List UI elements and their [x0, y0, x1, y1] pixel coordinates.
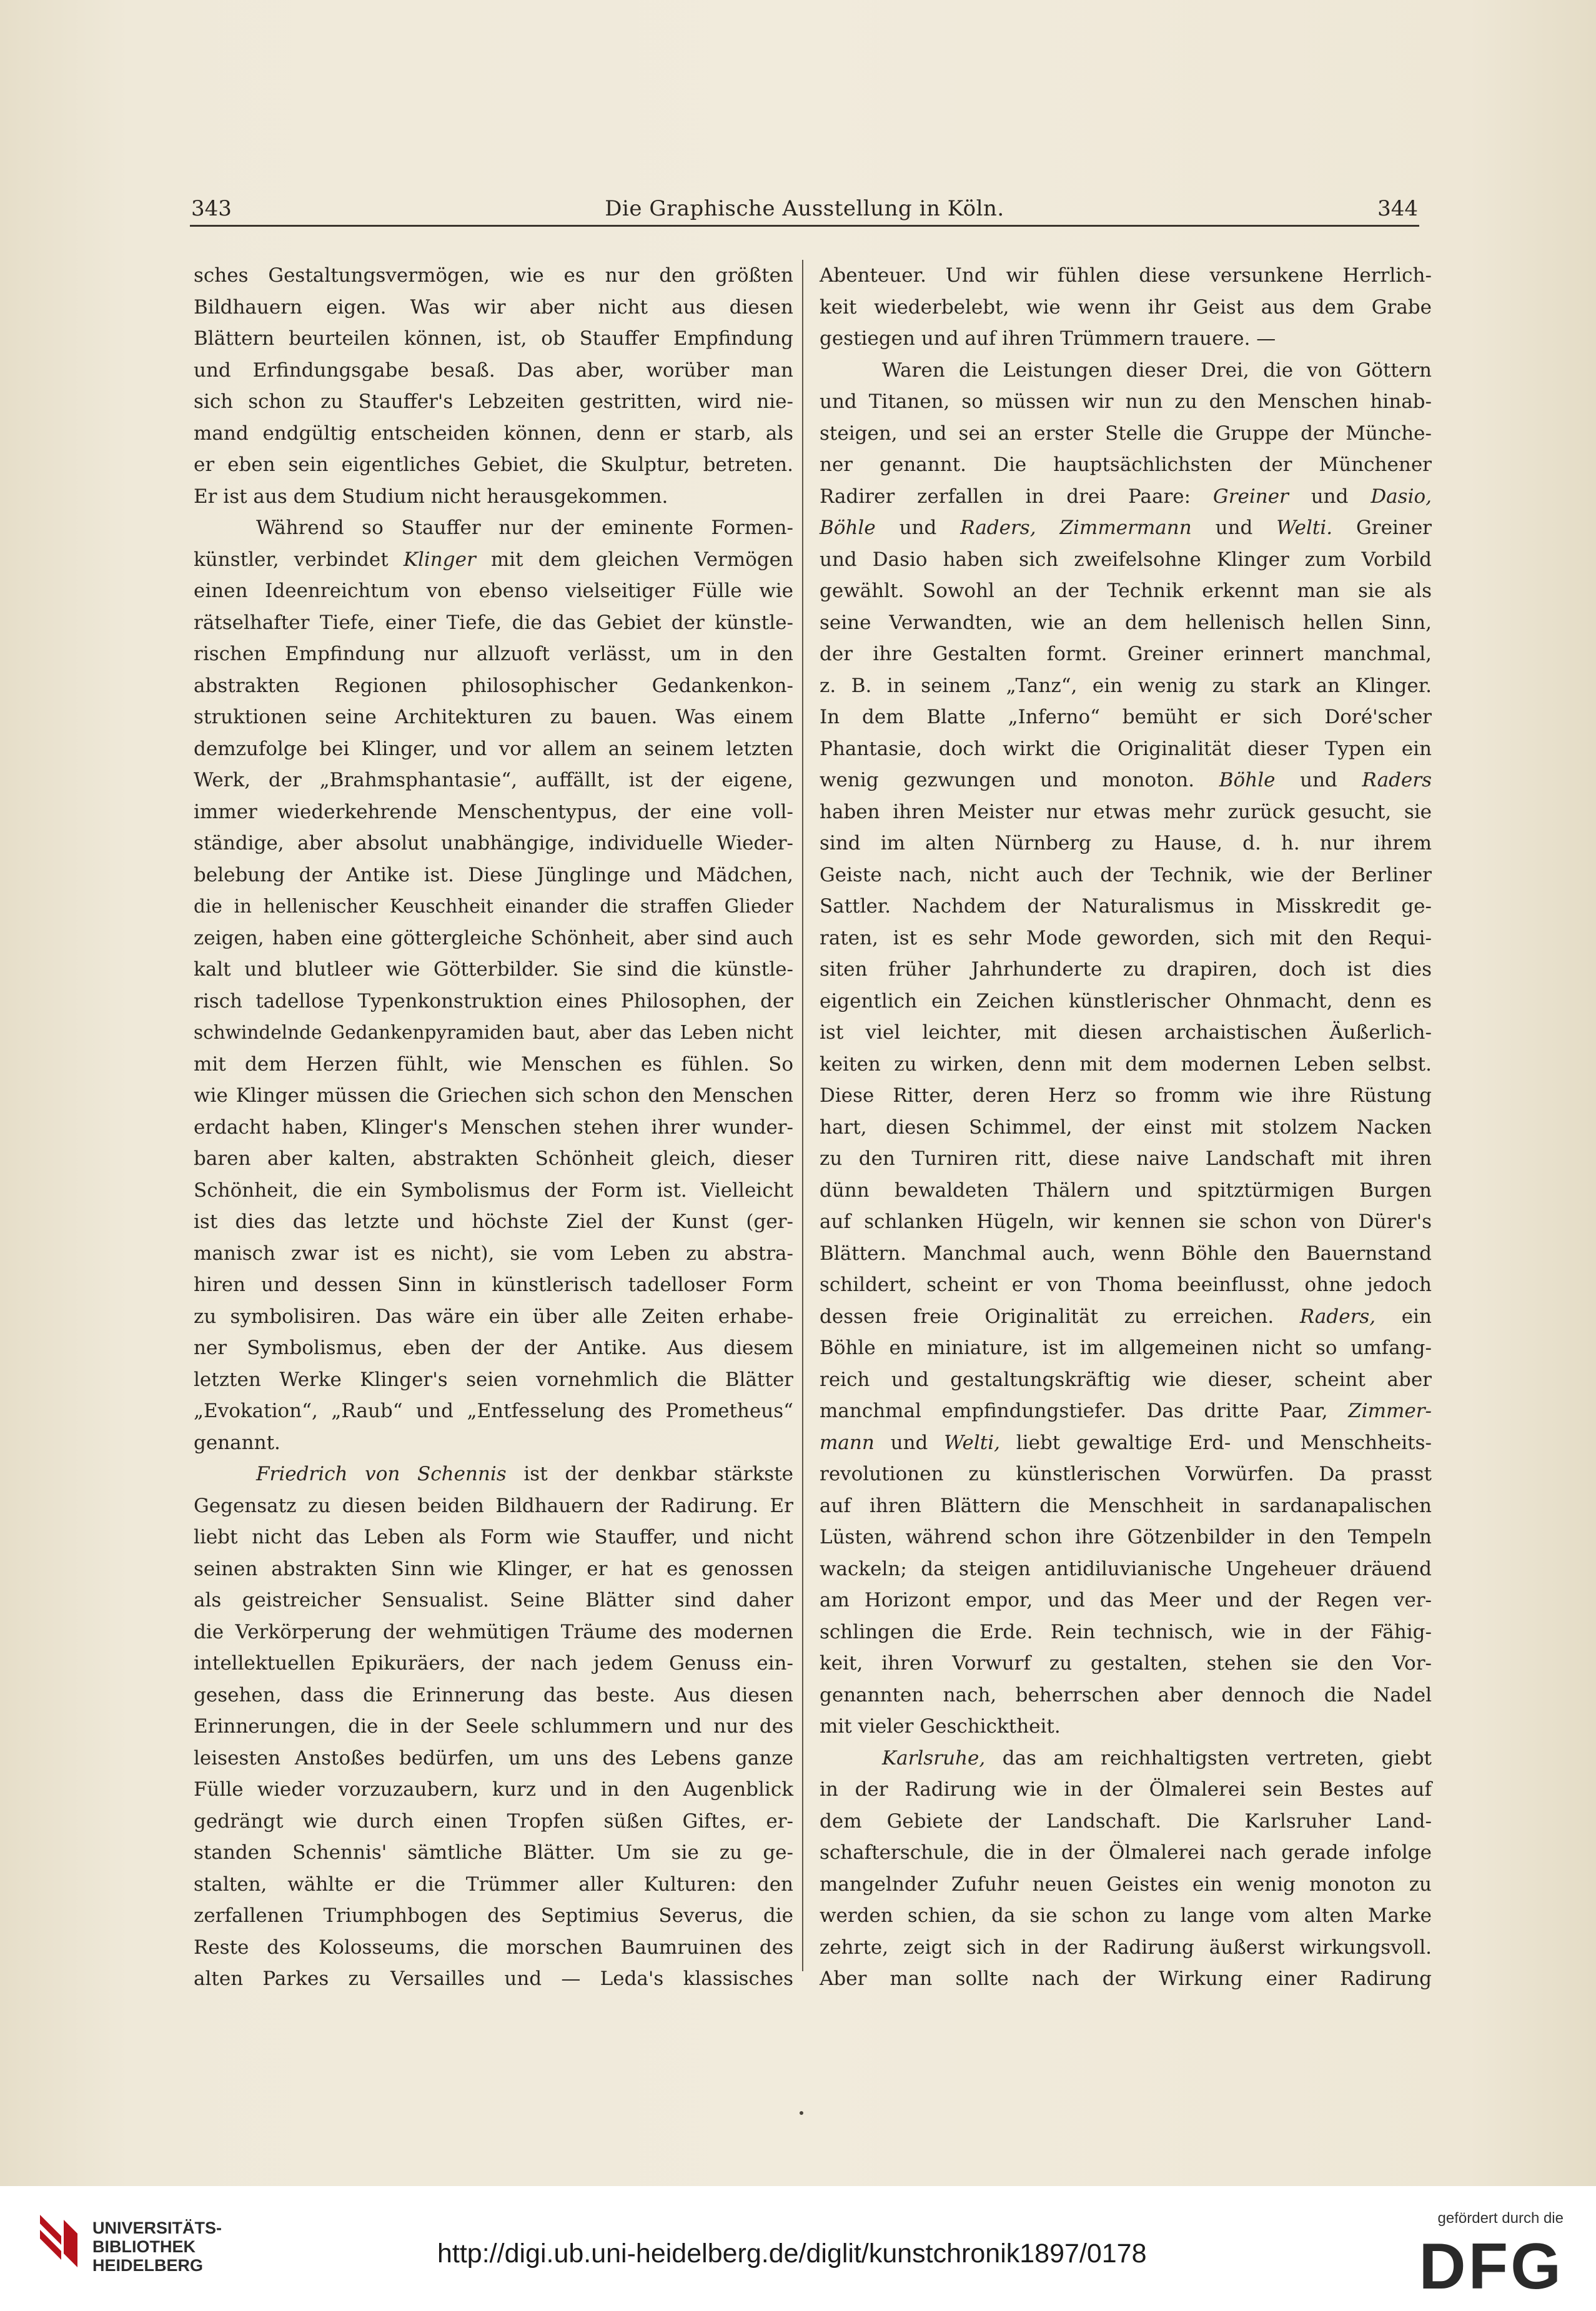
text-line: [820, 1364, 1432, 1396]
text-line: [820, 292, 1432, 324]
text-run: in der Radirung wie in der Ölmalerei sein Bestes auf: [820, 1778, 1432, 1801]
text-line: [194, 355, 793, 387]
text-run: Gegensatz zu diesen beiden Bildhauern der Radirung. Er: [194, 1494, 793, 1517]
text-run: gewählt. Sowohl an der Technik erkennt man sie als: [820, 580, 1432, 602]
text-line: [194, 1522, 793, 1553]
text-line: [820, 1932, 1432, 1964]
text-run: dünn bewaldeten Thälern und spitztürmigen Burgen: [820, 1179, 1432, 1202]
italic-name: Raders, Zimmermann: [960, 517, 1192, 539]
text-run: schwindelnde Gedankenpyramiden baut, aber das Leben nicht: [194, 1022, 793, 1043]
text-run: ner genannt. Die hauptsächlichsten der Münchener: [820, 453, 1432, 476]
text-run: am Horizont empor, und das Meer und der Regen ver-: [820, 1589, 1432, 1611]
text-run: keit wiederbelebt, wie wenn ihr Geist aus dem Grabe: [820, 295, 1432, 319]
text-line: [820, 891, 1432, 923]
text-run: sind im alten Nürnberg zu Hause, d. h. nur ihrem: [820, 832, 1432, 854]
text-line: [820, 638, 1432, 670]
text-run: rischen Empfindung nur allzuoft verlässt, um in den: [194, 643, 793, 665]
italic-name: Welti,: [944, 1431, 1000, 1454]
text-line: [820, 828, 1432, 859]
text-run: Radirer zerfallen in drei Paare:: [820, 485, 1213, 508]
page-number-left: 343: [191, 196, 232, 221]
text-line: [820, 670, 1432, 702]
text-run: Er ist aus dem Studium nicht herausgekommen.: [194, 485, 668, 508]
italic-name: Raders,: [1299, 1305, 1376, 1328]
text-line: [194, 1680, 793, 1711]
text-line: [194, 1806, 793, 1838]
text-run: leisesten Anstoßes bedürfen, um uns des Lebens ganze: [194, 1746, 793, 1769]
university-library-logo-icon: [36, 2212, 81, 2270]
text-line: [194, 512, 793, 544]
text-line: [820, 954, 1432, 986]
text-run: liebt gewaltige Erd- und Menschheits-: [1000, 1431, 1432, 1454]
text-line: [194, 1743, 793, 1774]
text-line: [194, 1112, 793, 1144]
text-run: standen Schennis' sämtliche Blätter. Um sie zu ge-: [194, 1841, 793, 1864]
text-run: Phantasie, doch wirkt die Originalität dieser Typen ein: [820, 737, 1432, 760]
column-divider: [802, 260, 803, 1971]
text-run: wackeln; da steigen antidiluvianische Ungeheuer dräuend: [820, 1557, 1432, 1580]
digitization-footer: [0, 2186, 1596, 2311]
text-run: seine Verwandten, wie an dem hellenisch hellen Sinn,: [820, 611, 1432, 634]
text-line: [820, 1490, 1432, 1522]
text-line: [820, 1553, 1432, 1585]
text-run: und Titanen, so müssen wir nun zu den Menschen hinab-: [820, 390, 1432, 413]
text-line: [820, 859, 1432, 891]
text-line: [194, 859, 793, 891]
text-line: [194, 1490, 793, 1522]
text-line: [194, 1080, 793, 1112]
text-run: Waren die Leistungen dieser Drei, die von Göttern: [882, 359, 1432, 382]
text-line: [820, 386, 1432, 418]
text-line: [194, 544, 793, 576]
text-run: der ihre Gestalten formt. Greiner erinnert manchmal,: [820, 643, 1432, 665]
text-line: [820, 418, 1432, 450]
text-line: [820, 1680, 1432, 1711]
text-line: [194, 292, 793, 324]
text-line: [820, 923, 1432, 954]
text-line: [820, 1458, 1432, 1490]
text-run: intellektuellen Epikuräers, der nach jedem Genuss ein-: [194, 1652, 793, 1675]
text-line: [820, 1427, 1432, 1459]
text-line: [194, 891, 793, 923]
italic-name: Böhle: [820, 517, 876, 539]
text-run: Während so Stauffer nur der eminente Formen-: [256, 517, 793, 539]
text-line: [820, 1332, 1432, 1364]
text-run: Bildhauern eigen. Was wir aber nicht aus diesen: [194, 295, 793, 319]
text-run: zu symbolisiren. Das wäre ein über alle Zeiten erhabe-: [194, 1305, 793, 1328]
text-line: [194, 1616, 793, 1648]
italic-name: Raders: [1362, 769, 1432, 791]
funding-note: gefördert durch die: [1437, 2210, 1564, 2227]
text-run: genannten nach, beherrschen aber dennoch die Nadel: [820, 1683, 1432, 1706]
source-url[interactable]: http://digi.ub.uni-heidelberg.de/diglit/kunstchronik1897/0178: [437, 2239, 1147, 2269]
text-run: wenig gezwungen und monoton.: [820, 769, 1219, 791]
text-run: genannt.: [194, 1431, 280, 1454]
text-line: [820, 260, 1432, 292]
text-run: die Verkörperung der wehmütigen Träume des modernen: [194, 1620, 793, 1643]
text-line: [194, 733, 793, 765]
text-run: einen Ideenreichtum von ebenso vielseitiger Fülle wie: [194, 580, 793, 602]
page-blemish: [800, 2111, 803, 2115]
text-line: [820, 1648, 1432, 1680]
text-line: [194, 323, 793, 355]
text-line: [194, 638, 793, 670]
text-run: Böhle en miniature, ist im allgemeinen nicht so umfang-: [820, 1337, 1432, 1359]
text-run: In dem Blatte „Inferno“ bemüht er sich Doré'scher: [820, 706, 1432, 728]
library-name-line: UNIVERSITÄTS-: [92, 2219, 222, 2237]
text-line: [194, 607, 793, 639]
running-title: Die Graphische Ausstellung in Köln.: [605, 196, 1004, 221]
library-name: [92, 2219, 222, 2275]
text-line: [820, 1522, 1432, 1553]
text-run: manchmal empfindungstiefer. Das dritte Paar,: [820, 1400, 1349, 1422]
library-name-line: HEIDELBERG: [92, 2256, 204, 2275]
text-line: [194, 765, 793, 796]
page-number-right: 344: [1377, 196, 1418, 221]
text-run: und Erfindungsgabe besaß. Das aber, worüber man: [194, 359, 793, 382]
text-run: haben ihren Meister nur etwas mehr zurück gesucht, sie: [820, 800, 1432, 823]
text-run: er eben sein eigentliches Gebiet, die Skulptur, betreten.: [194, 453, 793, 476]
text-run: Diese Ritter, deren Herz so fromm wie ihre Rüstung: [820, 1084, 1432, 1107]
text-run: und: [1191, 517, 1277, 539]
italic-name: mann: [820, 1431, 875, 1454]
running-header: [190, 187, 1419, 227]
text-run: z. B. in seinem „Tanz“, ein wenig zu stark an Klinger.: [820, 674, 1432, 697]
text-line: [820, 1049, 1432, 1081]
text-run: belebung der Antike ist. Diese Jünglinge und Mädchen,: [194, 863, 793, 886]
text-run: siten früher Jahrhunderte zu drapiren, doch ist dies: [820, 958, 1432, 981]
text-line: [194, 1143, 793, 1175]
italic-name: Klinger: [403, 548, 476, 571]
text-line: [194, 1206, 793, 1238]
text-line: [820, 1206, 1432, 1238]
text-line: [194, 260, 793, 292]
text-run: gesehen, dass die Erinnerung das beste. Aus diesen: [194, 1683, 793, 1706]
text-line: [820, 1175, 1432, 1207]
text-run: stalten, wählte er die Trümmer aller Kulturen: den: [194, 1873, 793, 1896]
text-run: eigentlich ein Zeichen künstlerischer Ohnmacht, denn es: [820, 989, 1432, 1012]
text-line: [194, 1049, 793, 1081]
text-line: [194, 986, 793, 1017]
text-line: [820, 765, 1432, 796]
text-line: [194, 1869, 793, 1901]
text-run: zeigen, haben eine göttergleiche Schönheit, aber sind auch: [194, 926, 793, 949]
text-run: struktionen seine Architekturen zu bauen. Was einem: [194, 706, 793, 728]
text-run: ein: [1375, 1305, 1432, 1328]
text-run: risch tadellose Typenkonstruktion eines Philosophen, der: [194, 989, 793, 1012]
text-run: mand endgültig entscheiden können, denn er starb, als: [194, 422, 793, 445]
text-line: [194, 1585, 793, 1616]
text-line: [820, 701, 1432, 733]
text-line: [820, 1869, 1432, 1901]
text-line: [194, 1301, 793, 1333]
text-run: ist viel leichter, mit diesen archaistischen Äußerlich-: [820, 1021, 1432, 1044]
text-run: ist dies das letzte und höchste Ziel der Kunst (ger-: [194, 1210, 793, 1233]
text-line: [820, 481, 1432, 513]
text-line: [194, 923, 793, 954]
text-run: liebt nicht das Leben als Form wie Stauffer, und nicht: [194, 1526, 793, 1548]
text-run: Blättern beurteilen können, ist, ob Stauffer Empfindung: [194, 327, 793, 350]
text-line: [194, 449, 793, 481]
text-run: dem Gebiete der Landschaft. Die Karlsruher Land-: [820, 1809, 1432, 1833]
text-line: [194, 1017, 793, 1049]
text-run: auf schlanken Hügeln, wir kennen sie schon von Dürer's: [820, 1210, 1432, 1233]
text-run: und: [874, 1431, 944, 1454]
text-run: baren aber kalten, abstrakten Schönheit gleich, dieser: [194, 1147, 793, 1170]
text-run: das am reichhaltigsten vertreten, giebt: [985, 1746, 1432, 1769]
text-run: gestiegen und auf ihren Trümmern trauere. —: [820, 327, 1276, 350]
text-line: [820, 1269, 1432, 1301]
text-line: [820, 449, 1432, 481]
text-line: [194, 1427, 793, 1459]
text-line: [820, 323, 1432, 355]
text-run: seinen abstrakten Sinn wie Klinger, er hat es genossen: [194, 1557, 793, 1580]
text-run: Greiner: [1332, 517, 1432, 539]
text-run: abstrakten Regionen philosophischer Gedankenkon-: [194, 674, 793, 697]
text-line: [194, 796, 793, 828]
text-line: [820, 1112, 1432, 1144]
text-run: Aber man sollte nach der Wirkung einer Radirung: [820, 1967, 1432, 1990]
text-run: die in hellenischer Keuschheit einander die straffen Glieder: [194, 896, 793, 917]
text-run: reich und gestaltungskräftig wie dieser, scheint aber: [820, 1368, 1432, 1391]
text-run: Abenteuer. Und wir fühlen diese versunkene Herrlich-: [820, 264, 1432, 287]
text-line: [194, 1711, 793, 1743]
text-line: [820, 1806, 1432, 1838]
text-line: [820, 1238, 1432, 1270]
text-line: [820, 986, 1432, 1017]
text-line: [194, 1175, 793, 1207]
text-line: [194, 1963, 793, 1995]
text-run: wie Klinger müssen die Griechen sich schon den Menschen: [194, 1084, 793, 1107]
dfg-logo-text: DFG: [1419, 2235, 1564, 2295]
text-run: kalt und blutleer wie Götterbilder. Sie sind die künstle-: [194, 958, 793, 981]
text-line: [820, 544, 1432, 576]
text-line: [820, 575, 1432, 607]
text-run: mit dem Herzen fühlt, wie Menschen es fühlen. So: [194, 1052, 793, 1076]
text-line: [820, 1774, 1432, 1806]
text-run: letzten Werke Klinger's seien vornehmlich die Blätter: [194, 1368, 793, 1391]
text-line: [820, 1143, 1432, 1175]
text-line: [194, 1395, 793, 1427]
text-line: [820, 607, 1432, 639]
text-line: [820, 1963, 1432, 1995]
text-run: rätselhafter Tiefe, einer Tiefe, die das Gebiet der künstle-: [194, 611, 793, 634]
text-run: und: [1275, 769, 1362, 791]
right-column: [820, 260, 1432, 1995]
text-line: [194, 1553, 793, 1585]
text-run: und: [1288, 485, 1371, 508]
text-line: [194, 1648, 793, 1680]
text-run: Lüsten, während schon ihre Götzenbilder in den Tempeln: [820, 1526, 1432, 1548]
text-run: erdacht haben, Klinger's Menschen stehen ihrer wunder-: [194, 1116, 793, 1139]
italic-name: Zimmer-: [1348, 1400, 1432, 1422]
text-run: ist der denkbar stärkste: [506, 1463, 793, 1485]
text-run: zu den Turniren ritt, diese naive Landschaft mit ihren: [820, 1147, 1432, 1170]
library-name-line: BIBLIOTHEK: [92, 2237, 196, 2256]
italic-name: Friedrich von Schennis: [256, 1463, 507, 1485]
text-run: gedrängt wie durch einen Tropfen süßen Giftes, er-: [194, 1809, 793, 1833]
text-run: und: [875, 517, 961, 539]
text-line: [820, 1616, 1432, 1648]
text-run: Geiste nach, nicht auch der Technik, wie der Berliner: [820, 863, 1432, 886]
text-run: zehrte, zeigt sich in der Radirung äußerst wirkungsvoll.: [820, 1936, 1432, 1959]
text-run: Erinnerungen, die in der Seele schlummern und nur des: [194, 1715, 793, 1738]
text-run: keiten zu wirken, denn mit dem modernen Leben selbst.: [820, 1052, 1432, 1076]
text-run: sich schon zu Stauffer's Lebzeiten gestritten, wird nie-: [194, 390, 793, 413]
left-column: [194, 260, 793, 1995]
text-line: [194, 1238, 793, 1270]
text-run: Reste des Kolosseums, die morschen Baumruinen des: [194, 1936, 793, 1959]
text-run: „Evokation“, „Raub“ und „Entfesselung des Prometheus“: [194, 1400, 793, 1422]
text-run: Blättern. Manchmal auch, wenn Böhle den Bauernstand: [820, 1242, 1432, 1265]
text-line: [194, 481, 793, 513]
text-run: schildert, scheint er von Thoma beeinflusst, ohne jedoch: [820, 1274, 1432, 1296]
text-line: [820, 796, 1432, 828]
text-line: [820, 512, 1432, 544]
text-run: zerfallenen Triumphbogen des Septimius Severus, die: [194, 1904, 793, 1927]
text-run: ner Symbolismus, eben der der Antike. Aus diesem: [194, 1337, 793, 1359]
text-run: raten, ist es sehr Mode geworden, sich mit den Requi-: [820, 926, 1432, 949]
italic-name: Welti.: [1276, 517, 1333, 539]
text-run: Werk, der „Brahmsphantasie“, auffällt, ist der eigene,: [194, 769, 793, 791]
text-run: als geistreicher Sensualist. Seine Blätter sind daher: [194, 1589, 793, 1611]
text-run: manisch zwar ist es nicht), sie vom Leben zu abstra-: [194, 1242, 793, 1265]
text-run: auf ihren Blättern die Menschheit in sardanapalischen: [820, 1494, 1432, 1517]
text-line: [194, 1332, 793, 1364]
text-line: [820, 1837, 1432, 1869]
text-line: [820, 1585, 1432, 1616]
text-run: hart, diesen Schimmel, der einst mit stolzem Nacken: [820, 1116, 1432, 1139]
text-run: hiren und dessen Sinn in künstlerisch tadelloser Form: [194, 1274, 793, 1296]
dfg-logo: [1395, 2235, 1564, 2295]
text-run: künstler, verbindet: [194, 548, 404, 571]
text-run: mangelnder Zufuhr neuen Geistes ein wenig monoton zu: [820, 1873, 1432, 1896]
text-run: sches Gestaltungsvermögen, wie es nur den größten: [194, 264, 793, 287]
text-line: [820, 1743, 1432, 1774]
text-run: demzufolge bei Klinger, und vor allem an seinem letzten: [194, 737, 793, 760]
text-run: dessen freie Originalität zu erreichen.: [820, 1305, 1300, 1328]
text-run: Fülle wieder vorzuzaubern, kurz und in den Augenblick: [194, 1778, 793, 1801]
text-run: steigen, und sei an erster Stelle die Gruppe der Münche-: [820, 422, 1432, 445]
text-line: [194, 954, 793, 986]
text-run: alten Parkes zu Versailles und — Leda's klassisches: [194, 1967, 793, 1990]
text-line: [194, 1837, 793, 1869]
italic-name: Karlsruhe,: [882, 1746, 986, 1769]
text-line: [194, 670, 793, 702]
text-line: [194, 1774, 793, 1806]
italic-name: Dasio,: [1370, 485, 1432, 508]
text-run: werden schien, da sie schon zu lange vom alten Marke: [820, 1904, 1432, 1927]
text-line: [194, 1364, 793, 1396]
text-line: [820, 1900, 1432, 1932]
text-run: mit vieler Geschicktheit.: [820, 1715, 1061, 1738]
text-run: schafterschule, die in der Ölmalerei nach gerade infolge: [820, 1841, 1432, 1864]
text-run: revolutionen zu künstlerischen Vorwürfen. Da prasst: [820, 1463, 1432, 1485]
text-run: immer wiederkehrende Menschentypus, der eine voll-: [194, 800, 793, 823]
text-line: [194, 386, 793, 418]
text-run: mit dem gleichen Vermögen: [475, 548, 793, 571]
text-line: [820, 1080, 1432, 1112]
italic-name: Greiner: [1212, 485, 1289, 508]
text-line: [194, 418, 793, 450]
text-line: [194, 828, 793, 859]
text-line: [194, 1269, 793, 1301]
text-run: schlingen die Erde. Rein technisch, wie in der Fähig-: [820, 1620, 1432, 1643]
text-run: keit, ihren Vorwurf zu gestalten, stehen sie den Vor-: [820, 1652, 1432, 1675]
text-line: [194, 701, 793, 733]
text-run: ständige, aber absolut unabhängige, individuelle Wieder-: [194, 832, 793, 854]
text-run: und Dasio haben sich zweifelsohne Klinger zum Vorbild: [820, 548, 1432, 571]
text-line: [194, 575, 793, 607]
text-line: [194, 1458, 793, 1490]
text-line: [820, 733, 1432, 765]
text-line: [194, 1900, 793, 1932]
text-line: [820, 1395, 1432, 1427]
text-line: [820, 1711, 1432, 1743]
text-line: [820, 355, 1432, 387]
text-run: Sattler. Nachdem der Naturalismus in Misskredit ge-: [820, 895, 1432, 918]
text-run: Schönheit, die ein Symbolismus der Form ist. Vielleicht: [194, 1179, 793, 1202]
italic-name: Böhle: [1219, 769, 1276, 791]
text-line: [820, 1017, 1432, 1049]
text-line: [820, 1301, 1432, 1333]
text-line: [194, 1932, 793, 1964]
